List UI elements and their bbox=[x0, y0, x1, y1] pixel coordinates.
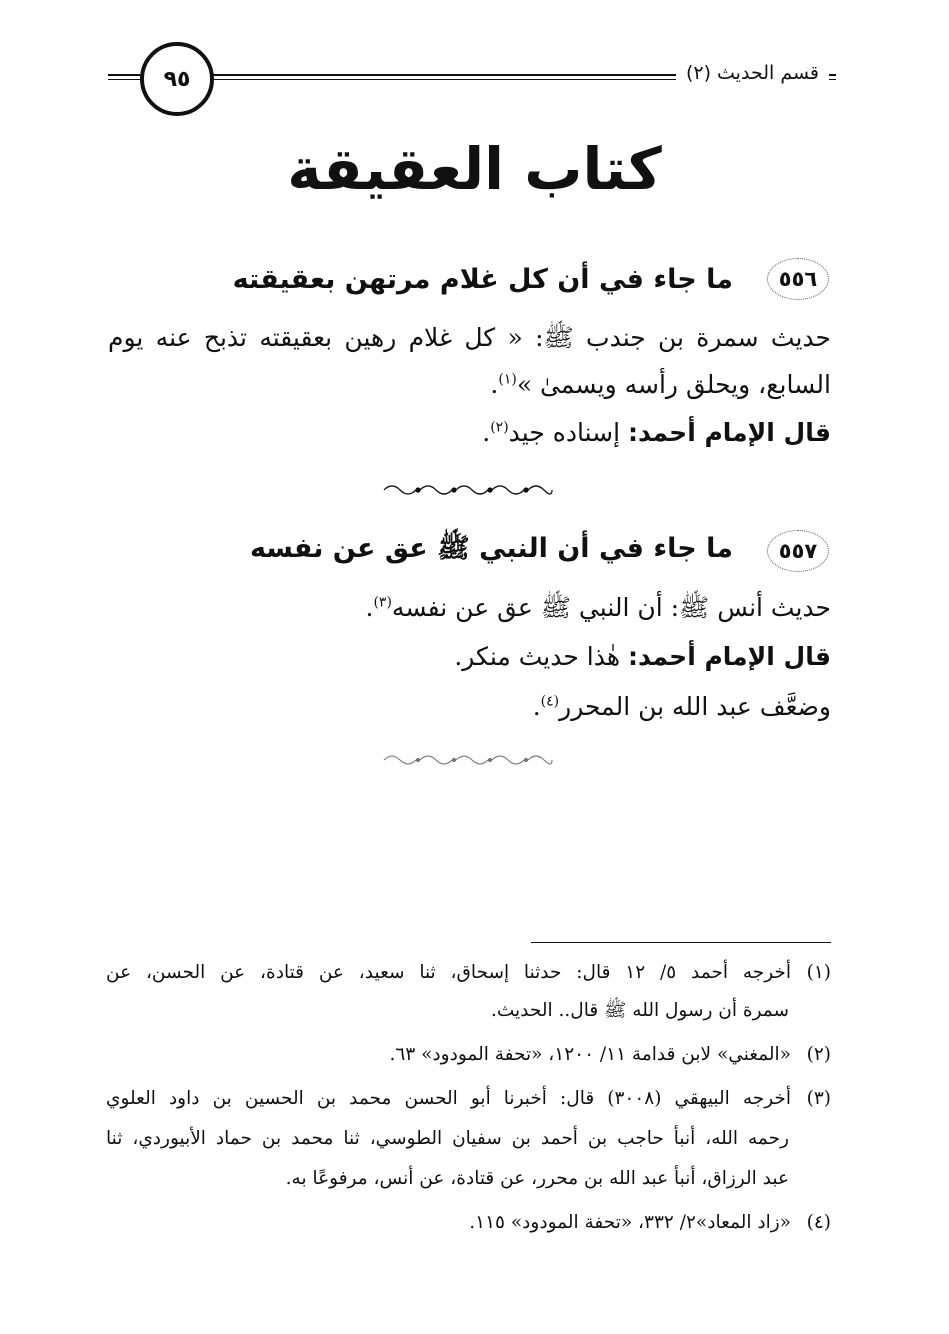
chapter-number-badge: ٥٥٦ bbox=[767, 258, 829, 300]
chapter-number-badge: ٥٥٧ bbox=[767, 530, 829, 572]
footnote-ref[interactable]: (٣) bbox=[373, 594, 392, 611]
footnote-1-continued: سمرة أن رسول الله ﷺ قال.. الحديث. bbox=[490, 1000, 789, 1021]
footnote-3-continued: رحمه الله، أنبأ حاجب بن أحمد بن سفيان الطوسي، ثنا محمد بن حماد الأبيوردي، ثنا bbox=[106, 1128, 789, 1149]
hadith-text-line: حديث سمرة بن جندب ﷺ: « كل غلام رهين بعقيقته تذبح عنه يوم bbox=[108, 323, 831, 352]
chapter-title: ما جاء في أن النبي ﷺ عق عن نفسه bbox=[249, 533, 733, 564]
chapter-title: ما جاء في أن كل غلام مرتهن بعقيقته bbox=[232, 263, 733, 295]
footnote-1: (١)أخرجه أحمد ٥/ ١٢ قال: حدثنا إسحاق، ثنا سعيد، عن قتادة، عن الحسن، عن bbox=[106, 962, 831, 983]
hadith-text-line: وضعَّف عبد الله بن المحرر$^{(٤)}$. bbox=[532, 692, 831, 721]
floral-divider-icon bbox=[380, 752, 556, 768]
footnote-3-continued: عبد الرزاق، أنبأ عبد الله بن محرر، عن قتادة، عن أنس، مرفوعًا به. bbox=[285, 1168, 789, 1189]
footnote-ref[interactable]: (١) bbox=[498, 371, 517, 388]
footnote-3: (٣)أخرجه البيهقي (٣٠٠٨) قال: أخبرنا أبو الحسن محمد بن الحسين بن داود العلوي bbox=[106, 1088, 831, 1109]
footnote-ref[interactable]: (٢) bbox=[490, 419, 509, 436]
footnote-4: (٤)«زاد المعاد»٢/ ٣٣٢، «تحفة المودود» ١١٥. bbox=[469, 1212, 831, 1233]
imam-ahmad-ruling: قال الإمام أحمد: هٰذا حديث منكر. bbox=[454, 642, 831, 671]
hadith-text-line: السابع، ويحلق رأسه ويسمىٰ »$^{(١)}$. bbox=[490, 370, 831, 399]
floral-divider-icon bbox=[380, 482, 556, 498]
chapter-heading-556 bbox=[233, 258, 829, 300]
page-number: ٩٥ bbox=[140, 42, 214, 116]
footnote-2: (٢)«المغني» لابن قدامة ١١/ ١٢٠٠، «تحفة المودود» ٦٣. bbox=[389, 1044, 831, 1065]
footnote-separator bbox=[531, 942, 831, 943]
hadith-text-line: حديث أنس ﷺ: أن النبي ﷺ عق عن نفسه$^{(٣)}$. bbox=[365, 593, 831, 622]
footnote-ref[interactable]: (٤) bbox=[540, 693, 560, 710]
chapter-heading-557 bbox=[250, 530, 829, 572]
running-header: قسم الحديث (٢) bbox=[676, 62, 829, 84]
imam-ahmad-ruling: قال الإمام أحمد: إسناده جيد$^{(٢)}$. bbox=[482, 418, 831, 447]
book-title: كتاب العقيقة bbox=[287, 135, 662, 203]
